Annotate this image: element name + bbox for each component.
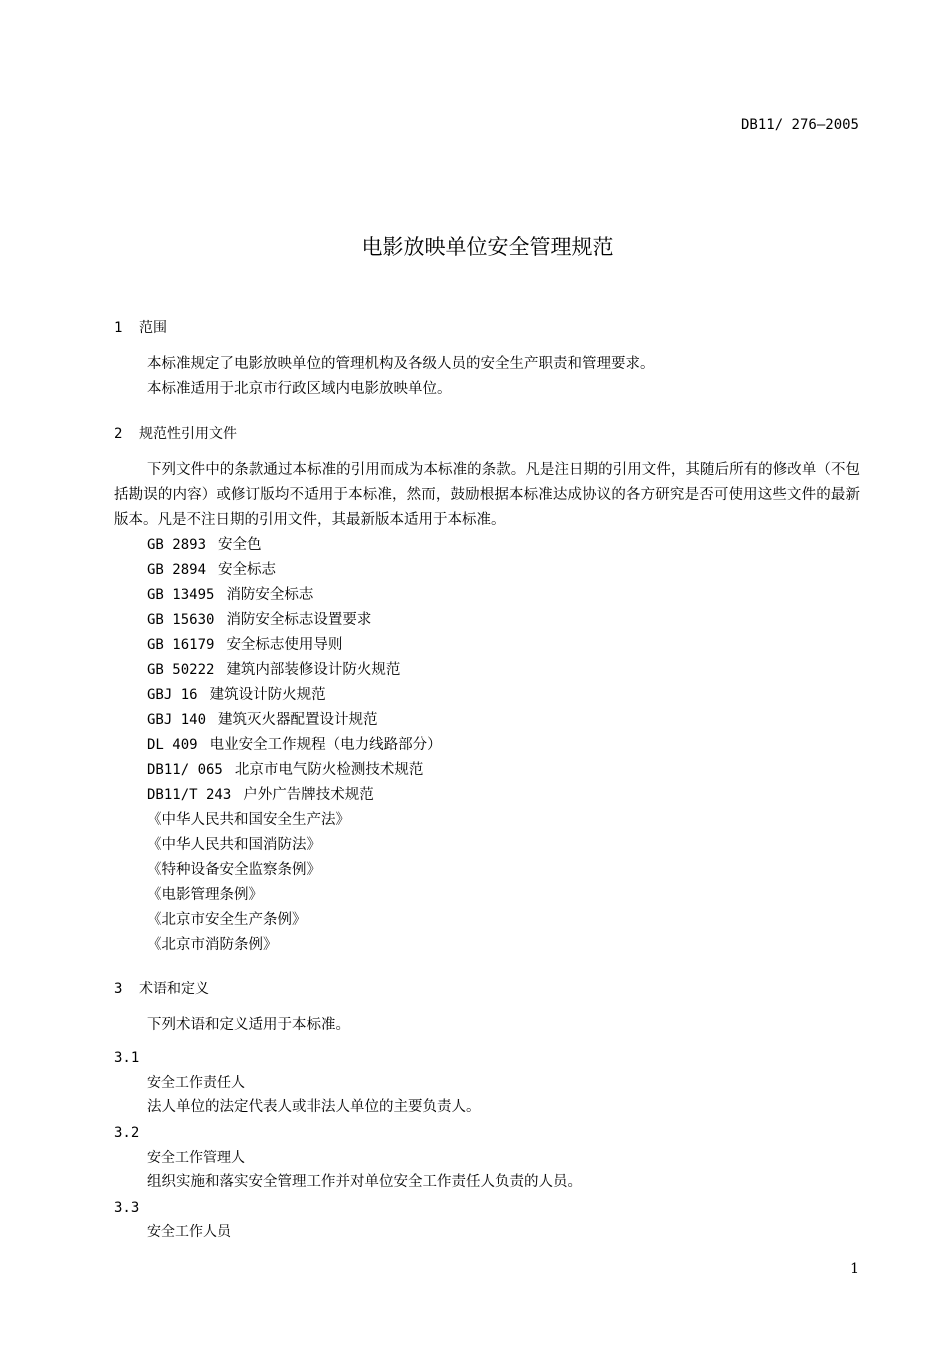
term-number: 3.1 <box>114 1050 140 1066</box>
reference-title: 《北京市安全生产条例》 <box>147 912 307 928</box>
reference-item <box>147 885 442 910</box>
section-heading-3 <box>114 979 209 999</box>
section-number: 1 <box>114 320 123 336</box>
reference-title: 消防安全标志设置要求 <box>226 612 372 628</box>
reference-item <box>147 910 442 935</box>
reference-code: DB11/T 243 <box>147 787 232 803</box>
terms-intro-paragraph: 下列术语和定义适用于本标准。 <box>147 1017 350 1033</box>
reference-code: GBJ 140 <box>147 712 207 728</box>
reference-item <box>147 560 442 585</box>
reference-title: 消防安全标志 <box>226 587 314 603</box>
reference-code: GBJ 16 <box>147 687 198 703</box>
page-number: 1 <box>850 1261 859 1277</box>
section-title: 规范性引用文件 <box>139 426 237 442</box>
term-definition: 法人单位的法定代表人或非法人单位的主要负责人。 <box>147 1099 481 1115</box>
reference-item <box>147 535 442 560</box>
standard-code: DB11/ 276—2005 <box>740 117 859 133</box>
reference-code: GB 16179 <box>147 637 215 653</box>
section-number: 2 <box>114 426 123 442</box>
term-name: 安全工作人员 <box>147 1224 231 1240</box>
reference-title: 建筑灭火器配置设计规范 <box>218 712 378 728</box>
section-heading-1 <box>114 318 167 338</box>
reference-title: 《特种设备安全监察条例》 <box>147 862 321 878</box>
reference-title: 户外广告牌技术规范 <box>243 787 374 803</box>
document-title: 电影放映单位安全管理规范 <box>361 235 614 259</box>
reference-item <box>147 660 442 685</box>
reference-title: 北京市电气防火检测技术规范 <box>234 762 424 778</box>
reference-title: 安全标志 <box>218 562 277 578</box>
term-name: 安全工作管理人 <box>147 1150 245 1166</box>
reference-item <box>147 635 442 660</box>
section-title: 术语和定义 <box>139 981 209 997</box>
section-heading-2 <box>114 424 237 444</box>
section-title: 范围 <box>139 320 167 336</box>
reference-code: DL 409 <box>147 737 198 753</box>
reference-title: 安全色 <box>218 537 262 553</box>
normative-references-list <box>147 535 442 960</box>
reference-item <box>147 610 442 635</box>
section-number: 3 <box>114 981 123 997</box>
term-number: 3.2 <box>114 1125 140 1141</box>
references-intro-paragraph: 下列文件中的条款通过本标准的引用而成为本标准的条款。凡是注日期的引用文件，其随后所有的修改单（不包括勘误的内容）或修订版均不适用于本标准，然而，鼓励根据本标准达成协议的各方研究是否可使用这些文件的最新版本。凡是不注日期的引用文件，其最新版本适用于本标准。 <box>114 462 860 528</box>
reference-title: 建筑设计防火规范 <box>209 687 326 703</box>
reference-item <box>147 785 442 810</box>
reference-code: GB 2894 <box>147 562 207 578</box>
term-definition: 组织实施和落实安全管理工作并对单位安全工作责任人负责的人员。 <box>147 1174 582 1190</box>
reference-code: GB 2893 <box>147 537 207 553</box>
reference-title: 《电影管理条例》 <box>147 887 263 903</box>
reference-item <box>147 860 442 885</box>
reference-item <box>147 585 442 610</box>
scope-paragraph-2: 本标准适用于北京市行政区域内电影放映单位。 <box>147 381 452 397</box>
reference-code: GB 13495 <box>147 587 215 603</box>
reference-item <box>147 935 442 960</box>
reference-item <box>147 760 442 785</box>
reference-item <box>147 810 442 835</box>
reference-item <box>147 710 442 735</box>
reference-title: 建筑内部装修设计防火规范 <box>226 662 401 678</box>
reference-title: 《中华人民共和国消防法》 <box>147 837 321 853</box>
reference-code: GB 50222 <box>147 662 215 678</box>
term-name: 安全工作责任人 <box>147 1075 245 1091</box>
reference-item <box>147 835 442 860</box>
reference-item <box>147 685 442 710</box>
reference-title: 《北京市消防条例》 <box>147 937 278 953</box>
reference-item <box>147 735 442 760</box>
reference-code: DB11/ 065 <box>147 762 223 778</box>
reference-code: GB 15630 <box>147 612 215 628</box>
scope-paragraph-1: 本标准规定了电影放映单位的管理机构及各级人员的安全生产职责和管理要求。 <box>147 356 655 372</box>
reference-title: 电业安全工作规程（电力线路部分） <box>209 737 442 753</box>
reference-title: 《中华人民共和国安全生产法》 <box>147 812 350 828</box>
reference-title: 安全标志使用导则 <box>226 637 343 653</box>
term-number: 3.3 <box>114 1200 140 1216</box>
